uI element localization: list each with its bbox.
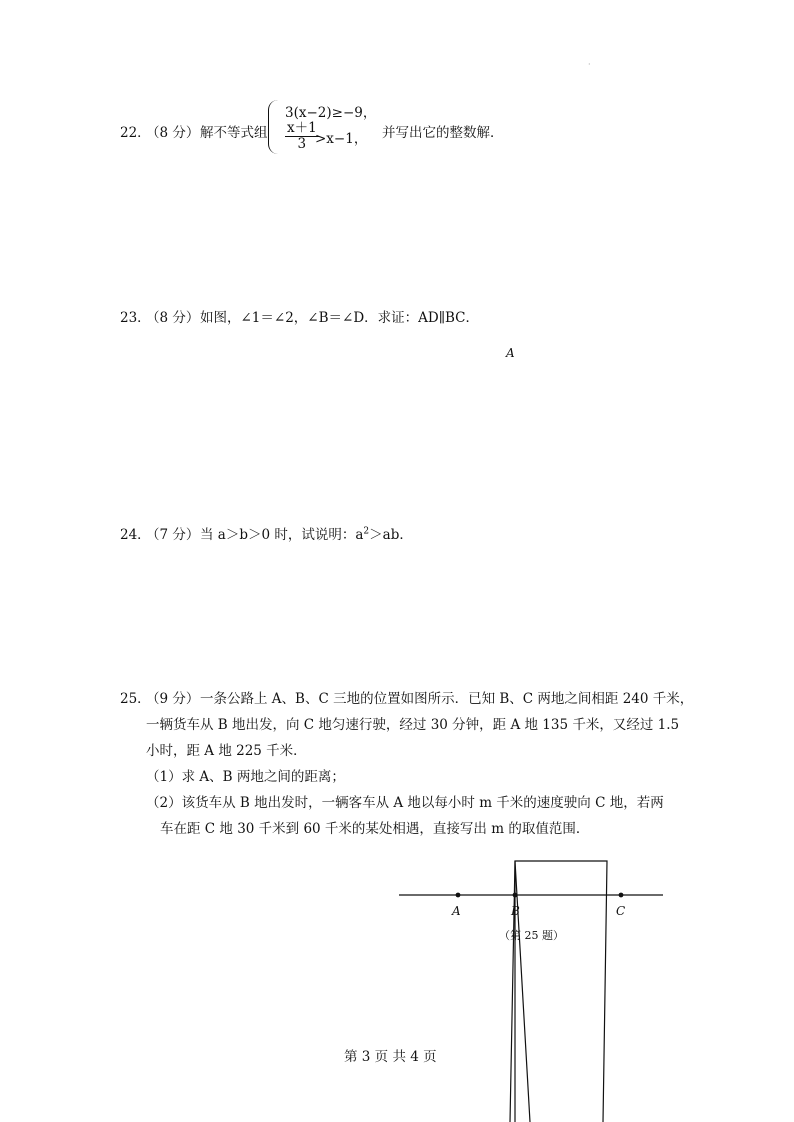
figure-label-b: B xyxy=(511,904,520,918)
q24-score: （7 分） xyxy=(146,527,200,543)
fraction-numerator: x＋1 xyxy=(287,120,317,136)
q25-sub-2-line-1: （2）该货车从 B 地出发时，一辆客车从 A 地以每小时 m 千米的速度驶向 C 地，若两 xyxy=(146,795,664,811)
q25-sub-2-line-2: 车在距 C 地 30 千米到 60 千米的某处相遇，直接写出 m 的取值范围． xyxy=(160,821,590,837)
page-mark: · xyxy=(588,60,591,69)
q22-text-after: 并写出它的整数解． xyxy=(382,125,504,141)
point-a xyxy=(456,893,461,898)
q22-text-before: 解不等式组 xyxy=(200,125,268,141)
q22-inequality-2: >x−1， xyxy=(315,131,368,147)
figure-label-a: A xyxy=(452,904,461,918)
q25-score: （9 分） xyxy=(146,691,200,707)
q23-figure-label-a: A xyxy=(506,346,515,360)
q23-score: （8 分） xyxy=(146,310,200,326)
figure-label-c: C xyxy=(616,904,626,918)
page-footer: 第 3 页 共 4 页 xyxy=(344,1049,437,1065)
q22-inequality-1: 3(x−2)≥−9， xyxy=(285,105,377,121)
q23-text: 如图，∠1＝∠2，∠B＝∠D．求证：AD∥BC． xyxy=(200,310,479,326)
fraction-denominator: 3 xyxy=(297,136,307,152)
figure-caption: （第 25 题） xyxy=(499,929,564,942)
artifact-wedge xyxy=(510,861,530,1122)
q25-sub-1: （1）求 A、B 两地之间的距离； xyxy=(146,769,345,785)
q22-score: （8 分） xyxy=(146,125,200,141)
artifact-rectangle xyxy=(515,861,607,1122)
q25-number: 25． xyxy=(120,691,151,707)
q22-number: 22． xyxy=(120,125,151,141)
q23-number: 23． xyxy=(120,310,151,326)
q24-text-post: ＞ab． xyxy=(369,527,413,543)
q25-line-2: 一辆货车从 B 地出发，向 C 地匀速行驶，经过 30 分钟，距 A 地 135 千米，又经过 1.5 xyxy=(146,717,680,733)
q24-superscript: 2 xyxy=(363,526,370,537)
q25-line-1: 一条公路上 A、B、C 三地的位置如图所示．已知 B、C 两地之间相距 240 千米， xyxy=(200,691,694,707)
q24-text-pre: 当 a＞b＞0 时，试说明：a xyxy=(200,527,364,543)
q25-line-3: 小时，距 A 地 225 千米． xyxy=(146,743,307,759)
q24-number: 24． xyxy=(120,527,151,543)
point-c xyxy=(619,893,624,898)
